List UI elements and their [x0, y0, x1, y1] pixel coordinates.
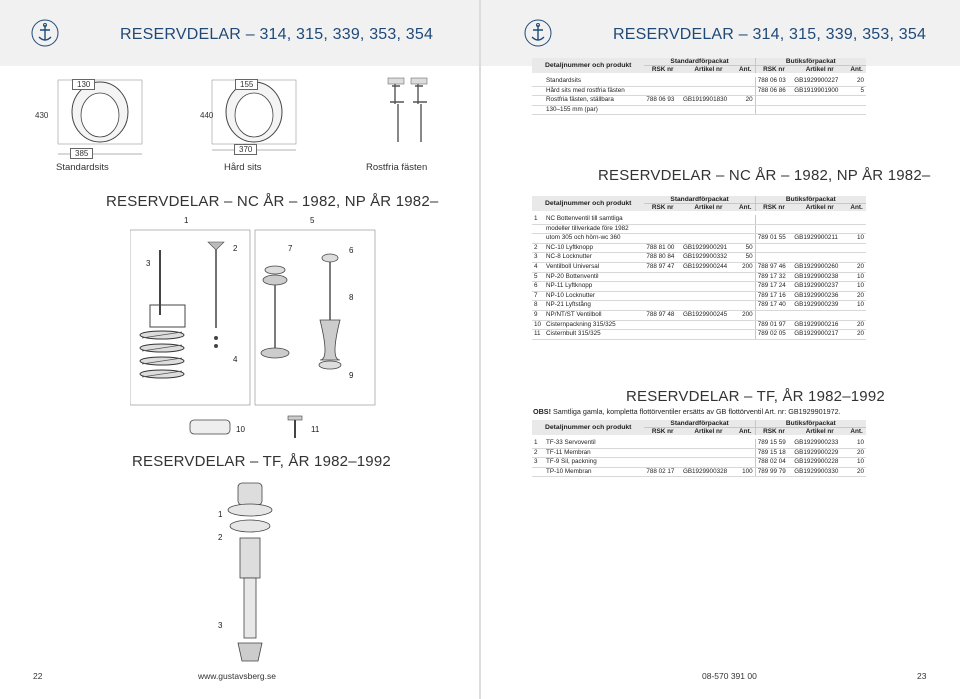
row-product: NP/NT/ST Ventilboll	[544, 310, 644, 320]
tf-valve-illustration	[210, 478, 290, 668]
row-number	[532, 86, 544, 96]
row-ant-butik: 10	[847, 439, 866, 448]
row-number: 1	[532, 215, 544, 224]
row-rsk-butik: 789 01 55	[755, 234, 792, 244]
row-ant	[736, 105, 755, 115]
header-rsk: RSK nr	[755, 428, 792, 436]
row-artikel-butik: GB1929900237	[792, 282, 847, 292]
header-standard: Standardförpackat	[644, 420, 755, 428]
row-number	[532, 467, 544, 477]
nc-section-title-left: RESERVDELAR – NC ÅR – 1982, NP ÅR 1982–	[106, 193, 439, 210]
row-ant-butik: 20	[847, 320, 866, 330]
header-ant: Ant.	[847, 428, 866, 436]
row-number: 7	[532, 291, 544, 301]
part-number-circle: 6	[349, 246, 354, 255]
page-spine	[479, 0, 481, 699]
row-artikel	[681, 448, 736, 458]
row-product: TP-10 Membran	[544, 467, 644, 477]
row-artikel: GB1929900291	[681, 243, 736, 253]
dim-label: 385	[70, 148, 93, 159]
row-rsk	[644, 439, 681, 448]
row-product: NP-20 Bottenventil	[544, 272, 644, 282]
phone-number: 08-570 391 00	[702, 671, 757, 681]
row-number: 1	[532, 439, 544, 448]
row-ant-butik: 20	[847, 291, 866, 301]
page-number-left: 22	[33, 671, 43, 681]
row-artikel: GB1929900332	[681, 253, 736, 263]
table-row	[532, 262, 866, 272]
row-product: NP-21 Lyftstång	[544, 301, 644, 311]
row-artikel-butik: GB1929900229	[792, 448, 847, 458]
row-rsk-butik: 789 15 18	[755, 448, 792, 458]
row-artikel-butik	[792, 105, 847, 115]
table-head	[532, 420, 866, 439]
row-number: 2	[532, 448, 544, 458]
row-ant	[736, 272, 755, 282]
header-standard: Standardförpackat	[644, 196, 755, 204]
row-ant	[736, 77, 755, 86]
table-body	[532, 439, 866, 477]
table-body	[532, 215, 866, 339]
dim-label: 130	[72, 79, 95, 90]
row-number	[532, 96, 544, 106]
header-detail: Detaljnummer och produkt	[532, 420, 644, 435]
row-ant-butik: 20	[847, 330, 866, 340]
row-artikel-butik: GB1929900216	[792, 320, 847, 330]
nc-parts-illustration	[130, 210, 380, 440]
row-product: 130–155 mm (par)	[544, 105, 644, 115]
table-row	[532, 224, 866, 234]
table-body	[532, 77, 866, 115]
row-ant	[736, 291, 755, 301]
row-rsk-butik: 789 17 40	[755, 301, 792, 311]
part-number-circle: 5	[310, 216, 315, 225]
row-artikel-butik: GB1929900239	[792, 301, 847, 311]
row-artikel	[681, 224, 736, 234]
row-number	[532, 105, 544, 115]
row-artikel	[681, 301, 736, 311]
header-artikel: Artikel nr	[681, 66, 736, 74]
row-ant	[736, 301, 755, 311]
row-ant	[736, 448, 755, 458]
part-number-circle: 10	[236, 425, 245, 434]
table-row	[532, 310, 866, 320]
row-ant	[736, 215, 755, 224]
part-number-circle: 7	[288, 244, 293, 253]
row-ant	[736, 439, 755, 448]
gustavsberg-logo-icon	[30, 18, 60, 48]
row-rsk	[644, 215, 681, 224]
row-number: 8	[532, 301, 544, 311]
row-number: 10	[532, 320, 544, 330]
row-rsk-butik	[755, 243, 792, 253]
row-number: 6	[532, 282, 544, 292]
table-row	[532, 458, 866, 468]
part-number-circle: 4	[233, 355, 238, 364]
row-artikel-butik: GB1929900227	[792, 77, 847, 86]
row-rsk	[644, 320, 681, 330]
row-number	[532, 234, 544, 244]
row-ant-butik	[847, 243, 866, 253]
table-row	[532, 96, 866, 106]
row-product: Cisternbult 315/325	[544, 330, 644, 340]
row-number: 5	[532, 272, 544, 282]
row-number: 9	[532, 310, 544, 320]
row-rsk: 788 02 17	[644, 467, 681, 477]
row-rsk: 788 80 84	[644, 253, 681, 263]
row-product: TF-33 Servoventil	[544, 439, 644, 448]
caption-rostfria: Rostfria fästen	[366, 162, 428, 173]
row-rsk-butik	[755, 96, 792, 106]
caption-hard-sits: Hård sits	[224, 162, 262, 173]
dim-label: 440	[200, 111, 214, 120]
part-number-circle: 8	[349, 293, 354, 302]
row-ant-butik	[847, 253, 866, 263]
row-artikel	[681, 291, 736, 301]
row-rsk: 788 06 93	[644, 96, 681, 106]
row-ant: 50	[736, 243, 755, 253]
row-ant: 100	[736, 467, 755, 477]
dim-label: 155	[235, 79, 258, 90]
header-ant: Ant.	[736, 204, 755, 212]
row-product: Cisternpackning 315/325	[544, 320, 644, 330]
row-rsk	[644, 458, 681, 468]
row-ant: 50	[736, 253, 755, 263]
table-row	[532, 282, 866, 292]
header-rsk: RSK nr	[644, 428, 681, 436]
header-artikel: Artikel nr	[792, 66, 847, 74]
row-rsk-butik	[755, 253, 792, 263]
parts-table-nc	[532, 196, 866, 340]
part-number-circle: 1	[184, 216, 189, 225]
header-standard: Standardförpackat	[644, 58, 755, 66]
row-ant-butik	[847, 310, 866, 320]
row-product: NP-11 Lyftknopp	[544, 282, 644, 292]
tf-section-title-left: RESERVDELAR – TF, ÅR 1982–1992	[132, 453, 391, 470]
row-rsk	[644, 234, 681, 244]
header-rsk: RSK nr	[755, 204, 792, 212]
row-product: NC-8 Locknutter	[544, 253, 644, 263]
table-row	[532, 105, 866, 115]
table-row	[532, 467, 866, 477]
header-detail: Detaljnummer och produkt	[532, 196, 644, 211]
row-artikel-butik	[792, 310, 847, 320]
row-artikel-butik	[792, 243, 847, 253]
row-artikel	[681, 272, 736, 282]
row-ant: 20	[736, 96, 755, 106]
row-rsk-butik: 788 06 03	[755, 77, 792, 86]
row-artikel	[681, 458, 736, 468]
row-ant: 200	[736, 310, 755, 320]
row-ant-butik: 10	[847, 301, 866, 311]
header-artikel: Artikel nr	[792, 428, 847, 436]
row-number	[532, 224, 544, 234]
row-number	[532, 77, 544, 86]
row-product: NC Bottenventil till samtliga	[544, 215, 644, 224]
part-number-circle: 2	[233, 244, 238, 253]
row-artikel-butik: GB1929900228	[792, 458, 847, 468]
row-artikel: GB1929900328	[681, 467, 736, 477]
row-product: utom 305 och hörn-wc 360	[544, 234, 644, 244]
header-artikel: Artikel nr	[681, 204, 736, 212]
row-rsk	[644, 224, 681, 234]
row-artikel: GB1929900244	[681, 262, 736, 272]
table-row	[532, 253, 866, 263]
row-rsk	[644, 77, 681, 86]
row-number: 3	[532, 458, 544, 468]
header-rsk: RSK nr	[644, 66, 681, 74]
row-artikel	[681, 234, 736, 244]
row-rsk	[644, 272, 681, 282]
dim-label: 430	[35, 111, 49, 120]
table-head	[532, 196, 866, 215]
page-number-right: 23	[917, 671, 927, 681]
header-ant: Ant.	[847, 66, 866, 74]
part-number-circle: 9	[349, 371, 354, 380]
row-ant-butik: 20	[847, 467, 866, 477]
row-ant-butik: 20	[847, 448, 866, 458]
row-number: 11	[532, 330, 544, 340]
part-number-circle: 1	[218, 510, 223, 519]
table-row	[532, 215, 866, 224]
table-row	[532, 243, 866, 253]
row-artikel	[681, 320, 736, 330]
row-artikel: GB1929900245	[681, 310, 736, 320]
table-head	[532, 58, 866, 77]
row-number: 3	[532, 253, 544, 263]
row-artikel-butik: GB1929900236	[792, 291, 847, 301]
table-row	[532, 77, 866, 86]
row-artikel	[681, 105, 736, 115]
row-ant-butik: 10	[847, 272, 866, 282]
row-ant	[736, 86, 755, 96]
row-ant	[736, 330, 755, 340]
row-rsk	[644, 86, 681, 96]
row-artikel-butik	[792, 215, 847, 224]
obs-note: OBS! Samtliga gamla, kompletta flottörventiler ersätts av GB flottörventil Art. nr: GB1929901972.	[533, 407, 841, 416]
header-rsk: RSK nr	[644, 204, 681, 212]
row-product: Rostfria fästen, ställbara	[544, 96, 644, 106]
row-rsk	[644, 301, 681, 311]
row-rsk	[644, 330, 681, 340]
row-artikel-butik: GB1929900260	[792, 262, 847, 272]
caption-standardsits: Standardsits	[56, 162, 109, 173]
row-artikel-butik	[792, 253, 847, 263]
row-ant-butik: 20	[847, 262, 866, 272]
row-rsk-butik	[755, 105, 792, 115]
row-ant: 200	[736, 262, 755, 272]
website-link[interactable]: www.gustavsberg.se	[198, 671, 276, 681]
table-row	[532, 448, 866, 458]
table-row	[532, 301, 866, 311]
header-butik: Butiksförpackat	[755, 420, 866, 428]
row-ant	[736, 282, 755, 292]
row-ant-butik	[847, 96, 866, 106]
table-row	[532, 86, 866, 96]
header-detail: Detaljnummer och produkt	[532, 58, 644, 73]
page-header-left: RESERVDELAR – 314, 315, 339, 353, 354	[120, 26, 434, 43]
row-ant	[736, 320, 755, 330]
row-rsk-butik: 788 02 04	[755, 458, 792, 468]
row-rsk-butik: 789 01 97	[755, 320, 792, 330]
row-product: NP-10 Locknutter	[544, 291, 644, 301]
row-artikel-butik	[792, 224, 847, 234]
gustavsberg-logo-icon	[523, 18, 553, 48]
header-butik: Butiksförpackat	[755, 196, 866, 204]
row-rsk-butik	[755, 310, 792, 320]
page-header-right: RESERVDELAR – 314, 315, 339, 353, 354	[613, 26, 927, 43]
row-rsk-butik: 788 97 46	[755, 262, 792, 272]
row-number: 4	[532, 262, 544, 272]
row-product: Standardsits	[544, 77, 644, 86]
part-number-circle: 11	[311, 425, 320, 434]
row-product: Ventilboll Universal	[544, 262, 644, 272]
header-artikel: Artikel nr	[681, 428, 736, 436]
row-rsk-butik: 789 17 16	[755, 291, 792, 301]
header-ant: Ant.	[847, 204, 866, 212]
row-artikel	[681, 215, 736, 224]
row-artikel	[681, 282, 736, 292]
row-artikel	[681, 86, 736, 96]
row-ant-butik	[847, 224, 866, 234]
row-ant-butik	[847, 215, 866, 224]
row-artikel: GB1919901830	[681, 96, 736, 106]
table-row	[532, 291, 866, 301]
row-rsk-butik: 789 99 79	[755, 467, 792, 477]
row-ant-butik: 10	[847, 234, 866, 244]
row-artikel	[681, 439, 736, 448]
table-row	[532, 320, 866, 330]
row-ant-butik: 5	[847, 86, 866, 96]
nc-section-title-right: RESERVDELAR – NC ÅR – 1982, NP ÅR 1982–	[598, 167, 931, 184]
header-ant: Ant.	[736, 66, 755, 74]
row-artikel-butik	[792, 96, 847, 106]
table-row	[532, 234, 866, 244]
row-ant-butik: 10	[847, 282, 866, 292]
row-rsk	[644, 291, 681, 301]
row-artikel	[681, 330, 736, 340]
row-ant	[736, 234, 755, 244]
row-rsk-butik: 788 06 86	[755, 86, 792, 96]
row-ant-butik: 10	[847, 458, 866, 468]
row-ant-butik	[847, 105, 866, 115]
row-ant-butik: 20	[847, 77, 866, 86]
tf-section-title-right: RESERVDELAR – TF, ÅR 1982–1992	[626, 388, 885, 405]
row-rsk-butik	[755, 224, 792, 234]
header-artikel: Artikel nr	[792, 204, 847, 212]
row-artikel-butik: GB1929900330	[792, 467, 847, 477]
row-product: NC-10 Lyftknopp	[544, 243, 644, 253]
row-rsk	[644, 282, 681, 292]
row-product: TF-9 Sil, packning	[544, 458, 644, 468]
table-row	[532, 330, 866, 340]
row-rsk-butik: 789 15 59	[755, 439, 792, 448]
header-ant: Ant.	[736, 428, 755, 436]
header-butik: Butiksförpackat	[755, 58, 866, 66]
part-number-circle: 3	[218, 621, 223, 630]
row-product: TF-11 Membran	[544, 448, 644, 458]
row-rsk: 788 97 48	[644, 310, 681, 320]
row-rsk	[644, 448, 681, 458]
row-ant	[736, 458, 755, 468]
part-number-circle: 2	[218, 533, 223, 542]
row-ant	[736, 224, 755, 234]
row-artikel-butik: GB1919901900	[792, 86, 847, 96]
row-rsk-butik: 789 02 05	[755, 330, 792, 340]
row-artikel-butik: GB1929900217	[792, 330, 847, 340]
row-product: Hård sits med rostfria fästen	[544, 86, 644, 96]
row-number: 2	[532, 243, 544, 253]
row-rsk: 788 81 00	[644, 243, 681, 253]
row-product: modeller tillverkade före 1982	[544, 224, 644, 234]
row-artikel-butik: GB1929900238	[792, 272, 847, 282]
row-artikel-butik: GB1929900211	[792, 234, 847, 244]
row-artikel-butik: GB1929900233	[792, 439, 847, 448]
table-row	[532, 272, 866, 282]
row-rsk	[644, 105, 681, 115]
dim-label: 370	[234, 144, 257, 155]
row-rsk: 788 97 47	[644, 262, 681, 272]
table-row	[532, 439, 866, 448]
parts-table-seats	[532, 58, 866, 115]
row-rsk-butik: 789 17 32	[755, 272, 792, 282]
row-rsk-butik: 789 17 24	[755, 282, 792, 292]
row-rsk-butik	[755, 215, 792, 224]
header-rsk: RSK nr	[755, 66, 792, 74]
row-artikel	[681, 77, 736, 86]
part-number-circle: 3	[146, 259, 151, 268]
parts-table-tf	[532, 420, 866, 477]
